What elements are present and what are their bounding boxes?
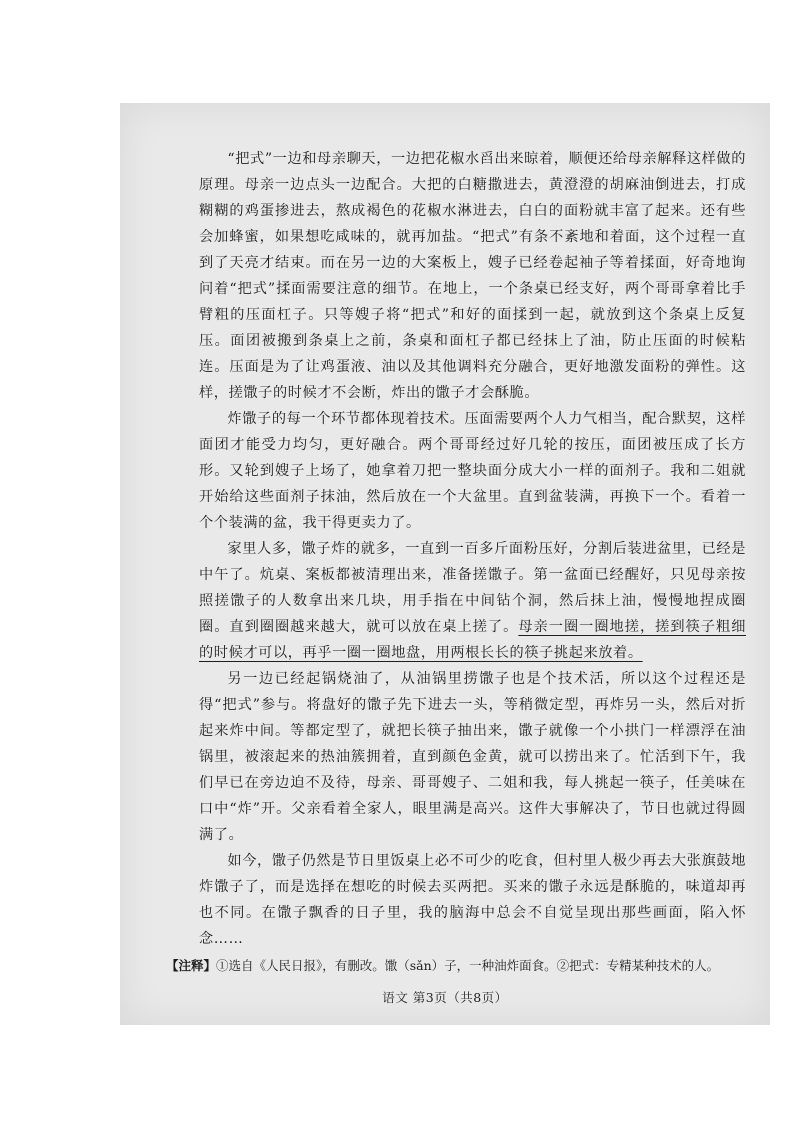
paragraph-4: 另一边已经起锅烧油了，从油锅里捞馓子也是个技术活，所以这个过程还是得“把式”参与。将盘好的馓子先下进去一头，等稍微定型，再炸另一头，然后对折起来炸中间。等都定型了，就把长筷子抽出来，馓子就像一个小拱门一样漂浮在油锅里，被滚起来的热油簇拥着，直到颜色金黄，就可以捞出来了。忙活到下午，我们早已在旁边迫不及待，母亲、哥哥嫂子、二姐和我，每人挑起一筷子，任美味在口中“炸”开。父亲看着全家人，眼里满是高兴。这件大事解决了，节日也就过得圆满了。 xyxy=(199,671,746,843)
paragraph-1: “把式”一边和母亲聊天，一边把花椒水舀出来晾着，顺便还给母亲解释这样做的原理。母亲一边点头一边配合。大把的白糖撒进去，黄澄澄的胡麻油倒进去，打成糊糊的鸡蛋掺进去，熬成褐色的花椒水淋进去，白白的面粉就丰富了起来。还有些会加蜂蜜，如果想吃咸味的，就再加盐。“把式”有条不紊地和着面，这个过程一直到了天亮才结束。而在另一边的大案板上，嫂子已经卷起袖子等着揉面，好奇地询问着“把式”揉面需要注意的细节。在地上，一个条桌已经支好，两个哥哥拿着比手臂粗的压面杠子。只等嫂子将“把式”和好的面揉到一起，就放到这个条桌上反复压。面团被搬到条桌上之前，条桌和面杠子都已经抹上了油，防止压面的时候粘连。压面是为了让鸡蛋液、油以及其他调料充分融合，更好地激发面粉的弹性。这样，搓馓子的时候才不会断，炸出的馓子才会酥脆。 xyxy=(199,151,746,401)
underlined-sentence: 母亲一圈一圈地搓，搓到筷子粗细的时候才可以，再乎一圈一圈地盘，用两根长长的筷子挑起来放着。 xyxy=(199,619,746,661)
paragraph-3-text: 家里人多，馓子炸的就多，一直到一百多斤面粉压好，分割后装进盆里，已经是中午了。炕桌、案板都被清理出来，准备搓馓子。第一盆面已经醒好，只见母亲按照搓馓子的人数拿出来几块，用手指在中间钻个洞，然后抹上油，慢慢地捏成圈圈。直到圈圈越来越大，就可以放在桌上搓了。 xyxy=(199,541,746,635)
paragraph-3 xyxy=(199,536,746,666)
annotation-text: ①选自《人民日报》，有删改。馓（sǎn）子，一种油炸面食。②把式：专精某种技术的人。 xyxy=(216,958,720,973)
paragraph-2: 炸馓子的每一个环节都体现着技术。压面需要两个人力气相当，配合默契，这样面团才能受力均匀，更好融合。两个哥哥经过好几轮的按压，面团被压成了长方形。又轮到嫂子上场了，她拿着刀把一整块面分成大小一样的面剂子。我和二姐就开始给这些面剂子抹油，然后放在一个大盆里。直到盆装满，再换下一个。看着一个个装满的盆，我干得更卖力了。 xyxy=(199,411,746,531)
paragraph-5: 如今，馓子仍然是节日里饭桌上必不可少的吃食，但村里人极少再去大张旗鼓地炸馓子了，而是选择在想吃的时候去买两把。买来的馓子永远是酥脆的，味道却再也不同。在馓子飘香的日子里，我的脑海中总会不自觉呈现出那些画面，陷入怀念…… xyxy=(199,853,746,947)
page-footer: 语文 第3页（共8页） xyxy=(382,990,508,1005)
annotation-label: 【注释】 xyxy=(166,958,217,973)
annotation xyxy=(166,956,766,974)
scanned-page xyxy=(120,103,770,1025)
article-body xyxy=(199,146,746,952)
